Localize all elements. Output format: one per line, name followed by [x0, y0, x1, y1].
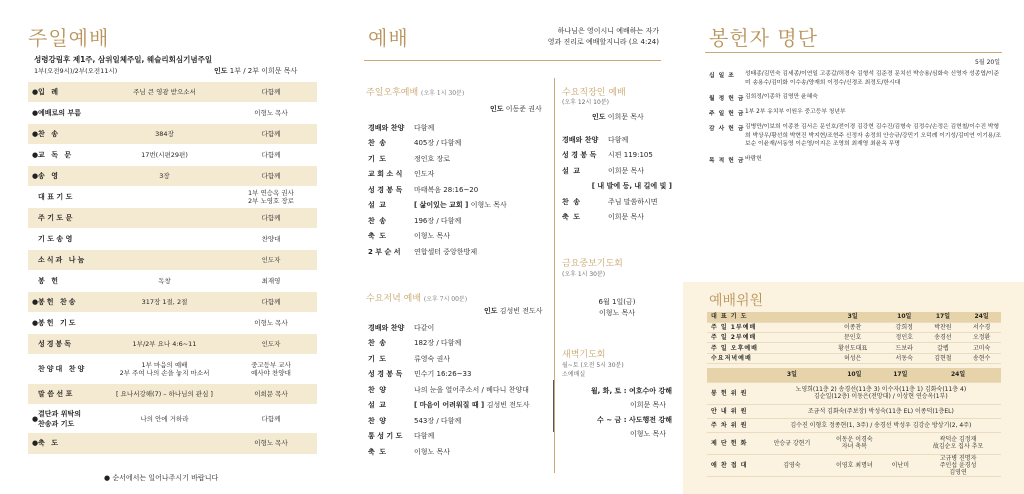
- table-cell: 정인호: [885, 333, 924, 343]
- order-label: 성경봉독: [38, 339, 74, 348]
- item-label: 2 부 순 서: [368, 247, 401, 256]
- item-value: 연합셀터 중앙한방제: [414, 247, 478, 256]
- order-performer: 인도자: [261, 255, 281, 264]
- item-label: 찬 양: [368, 416, 387, 425]
- item-value: 이희문 목사: [608, 166, 645, 175]
- dawn-prayer-time: 월~토 (오전 5시 30분) 소예배실: [562, 362, 624, 378]
- dawn-wed-fri-leader: 이형노 목사: [629, 430, 666, 438]
- table-cell: 조금석 김화숙(주보장) 박성숙(11층 EL) 이종덕(1층EL): [761, 404, 1001, 418]
- table-cell: 김영숙: [761, 454, 823, 476]
- item-value: 이형노 목사: [414, 447, 451, 456]
- donor-names: 김희정/이종하 김명만 윤혜숙: [745, 94, 818, 100]
- order-row: [28, 292, 317, 312]
- order-label: 찬양대 찬양: [38, 364, 87, 373]
- prayer-duty-table: [707, 312, 1001, 364]
- table-cell: 수요저녁예배: [707, 353, 820, 363]
- list-item: [562, 179, 672, 195]
- item-label: 성 경 봉 독: [368, 370, 403, 379]
- order-row: [28, 124, 317, 144]
- order-row: [28, 229, 317, 249]
- donor-category: 주 일 헌 금: [709, 111, 745, 117]
- list-item: [368, 151, 552, 167]
- duty-section: [683, 282, 1024, 494]
- order-performer: 찬양대: [261, 234, 281, 243]
- bullet-icon: ●: [32, 88, 39, 97]
- table-cell: 강희정: [885, 322, 924, 332]
- order-row: [28, 384, 317, 404]
- table-cell: 이영호 최명녀: [823, 454, 885, 476]
- order-performer: 이희문 목사: [254, 389, 288, 398]
- order-row: [28, 82, 317, 102]
- bullet-icon: ●: [32, 439, 39, 448]
- dawn-prayer-title: 새벽기도회: [562, 350, 606, 360]
- order-label: 입 례: [38, 88, 60, 97]
- item-value: 정인호 장로: [414, 154, 451, 163]
- item-value: 182장 / 다함께: [414, 339, 462, 348]
- order-performer: 다함께: [261, 214, 281, 222]
- item-value: [ 삶이있는 교회 ] 이형노 목사: [414, 201, 507, 210]
- service-duty-table: [707, 368, 1001, 477]
- item-label: 경배와 찬양: [368, 323, 405, 332]
- wed-job-title: 수요직장인 예배: [562, 88, 626, 98]
- table-header: 3일: [761, 368, 823, 382]
- table-cell: 곽덕순 김정재 故김순오 집사 추모: [915, 432, 1001, 454]
- order-performer: 다함께: [261, 414, 281, 423]
- order-label: 예배로의 부름: [38, 109, 82, 118]
- donor-category: 목 적 헌 금: [709, 157, 745, 164]
- worship-schedule-panel: [342, 0, 683, 494]
- item-label: 설 교: [368, 401, 387, 410]
- item-label: 통 성 기 도: [368, 432, 403, 441]
- item-value: 이희문 목사: [608, 213, 645, 222]
- order-label: 소식과 나눔: [38, 255, 87, 264]
- wed-job-list: [562, 132, 672, 225]
- list-item: [368, 429, 552, 445]
- table-cell: 이종찬: [820, 322, 884, 332]
- order-label: 결단과 위탁의 찬송과 기도: [38, 409, 82, 428]
- list-item: [368, 213, 552, 229]
- item-value: 인도자: [414, 170, 435, 179]
- item-label: 찬 송: [368, 216, 387, 225]
- list-item: [368, 167, 552, 183]
- list-item: [562, 148, 672, 164]
- order-content: 3장: [159, 172, 170, 181]
- table-cell: 문인호: [820, 333, 884, 343]
- footnote: ● 순서에서는 일어나주시기 바랍니다: [104, 474, 219, 482]
- table-cell: 이동운 이경숙 자녀 축복: [823, 432, 885, 454]
- donor-category: 십 일 조: [709, 73, 735, 79]
- table-row-label: 안 내 위 원: [707, 404, 761, 418]
- table-cell: 주 일 오후예배: [707, 343, 820, 353]
- donor-row: [709, 93, 1001, 102]
- order-row: [28, 271, 317, 291]
- order-list: [28, 82, 317, 454]
- donor-names: 김병만/이보희 이종찬 김서은 문인호/전이경 김강현 김수진/김형숙 김정수/손정은 김현철/이수진 박형희 박상우/황선희 박현진 박지현/조현주 신정자 송정희 안승규/강민기 오덕례 이기성/김미연 이기용/조보순 이윤재/서동영 이순영/이지은 조영희 최재영 최윤옥 무명: [745, 124, 1001, 147]
- order-row: [28, 433, 317, 453]
- order-row: [28, 405, 317, 433]
- list-date: 5월 20일: [975, 59, 1000, 66]
- order-performer: 최재영: [261, 276, 281, 285]
- wed-job-leader: 인도 이희문 목사: [592, 113, 644, 121]
- table-row-label: 주 차 위 원: [707, 418, 761, 432]
- order-row: [28, 334, 317, 354]
- donor-list: [709, 70, 1001, 170]
- list-item: [368, 398, 552, 414]
- bullet-icon: ●: [32, 297, 39, 306]
- donor-category: 월 정 헌 금: [709, 96, 745, 102]
- column-divider: [554, 78, 555, 473]
- item-label: 축 도: [562, 213, 581, 222]
- order-performer: 다함께: [261, 88, 281, 97]
- table-cell: 주 일 2부예배: [707, 333, 820, 343]
- list-item: [368, 120, 552, 136]
- table-cell: 주 일 1부예배: [707, 322, 820, 332]
- order-label: 교 독 문: [38, 151, 74, 160]
- order-row: [28, 103, 317, 123]
- page-title: 주일예배: [28, 26, 110, 50]
- table-cell: 서동숙: [885, 353, 924, 363]
- order-performer: 이형노 목사: [254, 318, 288, 327]
- donor-row: [709, 70, 1001, 87]
- donor-row: [709, 108, 1001, 117]
- order-content: [ 요나서강해(7) – 하나님의 관심 ]: [116, 389, 213, 398]
- item-label: 성 경 봉 독: [368, 185, 403, 194]
- item-value: 류영숙 권사: [414, 354, 451, 363]
- table-cell: 박찬원: [924, 322, 963, 332]
- list-item: [368, 351, 552, 367]
- dawn-wed-fri: 수 ~ 금 : 사도행전 강해: [597, 416, 672, 424]
- order-performer: 다함께: [261, 172, 281, 181]
- service-subtitle: 성령강림후 제1주, 삼위일체주일, 웨슬리회심기념주일: [34, 55, 213, 64]
- item-label: 경배와 찬양: [562, 135, 599, 144]
- table-cell: 김수진 이형호 정종현(1, 3주) / 송경선 박성우 김강순 방상기(2, 4주): [761, 418, 1001, 432]
- table-row-label: 제 단 헌 화: [707, 432, 761, 454]
- table-row-label: 봉 헌 위 원: [707, 382, 761, 404]
- item-label: 찬 송: [562, 197, 581, 206]
- item-label: 축 도: [368, 447, 387, 456]
- table-header: 17일: [924, 312, 963, 322]
- order-label: 대 표 기 도: [38, 193, 73, 202]
- donor-row: [709, 155, 1001, 164]
- list-item: [368, 198, 552, 214]
- order-content: 주님 큰 영광 받으소서: [133, 88, 196, 97]
- table-header: 17일: [886, 368, 916, 382]
- item-value: [ 내 발에 등, 내 길에 빛 ]: [591, 182, 672, 191]
- donor-names: 1부 2부 유치부 이원우 중고등부 청년부: [745, 109, 846, 115]
- page-title: 봉헌자 명단: [709, 26, 818, 50]
- order-performer: 다함께: [261, 130, 281, 139]
- list-item: [368, 367, 552, 383]
- table-cell: 김현철: [924, 353, 963, 363]
- item-label: 성 경 봉 독: [562, 151, 597, 160]
- order-content: 1부/2부 요나 4:6~11: [132, 339, 197, 348]
- table-cell: [886, 432, 916, 454]
- duty-title: 예배위원: [709, 293, 764, 309]
- item-label: 찬 송: [368, 139, 387, 148]
- order-content: 317장 1절, 2절: [141, 297, 188, 306]
- table-header: 대 표 기 도: [707, 312, 820, 322]
- list-item: [368, 244, 552, 260]
- dawn-mon-tue-sat: 월, 화, 토 : 여호수아 강해: [590, 387, 672, 395]
- order-performer: 1부 연승옥 권사 2부 노영호 장로: [248, 189, 294, 206]
- donor-category: 감 사 헌 금: [709, 126, 745, 132]
- bullet-icon: ●: [32, 318, 39, 327]
- order-label: 송 영: [38, 172, 60, 181]
- list-item: [368, 229, 552, 245]
- order-row: [28, 208, 317, 228]
- item-label: 축 도: [368, 232, 387, 241]
- friday-prayer-title: 금요중보기도회: [562, 259, 623, 269]
- table-cell: 이난미: [886, 454, 916, 476]
- service-leader: 인도 1부 / 2부 이희문 목사: [214, 67, 298, 75]
- order-label: 말 씀 선 포: [38, 389, 73, 398]
- list-item: [368, 382, 552, 398]
- item-value: 이형노 목사: [414, 232, 451, 241]
- list-item: [368, 320, 552, 336]
- wed-evening-list: [368, 320, 552, 460]
- order-performer: 중고등부 교사 예사야 찬양대: [251, 360, 291, 377]
- item-label: 기 도: [368, 154, 387, 163]
- item-value: [ 마음이 어려워질 때 ] 김성빈 전도사: [414, 401, 530, 410]
- table-cell: 송현수: [962, 353, 1001, 363]
- bullet-icon: ●: [32, 130, 39, 139]
- table-cell: 오정환: [962, 333, 1001, 343]
- wed-job-time: (오후 12시 10분): [562, 99, 609, 106]
- item-value: 405장 / 다함께: [414, 139, 462, 148]
- item-label: 교 회 소 식: [368, 170, 403, 179]
- wed-evening-leader: 인도 김성빈 전도사: [484, 307, 543, 315]
- order-of-worship-panel: [0, 0, 342, 494]
- item-value: 다함께: [608, 135, 629, 144]
- list-item: [368, 182, 552, 198]
- table-row-label: 애 찬 접 대: [707, 454, 761, 476]
- list-item: [562, 194, 672, 210]
- item-value: 주님 말씀하시면: [608, 197, 658, 206]
- table-header: 10일: [823, 368, 885, 382]
- donor-names: 바람헌: [745, 155, 762, 162]
- table-header: 24일: [915, 368, 1001, 382]
- divider: [705, 52, 1002, 53]
- donor-list-panel: [683, 0, 1024, 494]
- order-label: 주 기 도 문: [38, 214, 73, 222]
- order-content: 17번(시편29편): [141, 151, 188, 160]
- table-cell: 황선도대표: [820, 343, 884, 353]
- order-row: [28, 187, 317, 207]
- list-item: [562, 163, 672, 179]
- sunday-pm-title: 주일오후예배 (오후 1시 30분): [366, 88, 465, 98]
- bullet-icon: ●: [32, 172, 39, 181]
- order-content: 384장: [155, 130, 174, 139]
- table-cell: 갈렙: [924, 343, 963, 353]
- order-performer: 인도자: [261, 339, 281, 348]
- item-value: 다함께: [414, 123, 435, 132]
- order-content: 1부 마음의 예배 2부 주여 나의 손을 놓지 마소서: [119, 360, 210, 377]
- order-label: 기 도 송 영: [38, 234, 73, 243]
- table-cell: 안승규 강현기: [761, 432, 823, 454]
- table-header: [707, 368, 761, 382]
- page-title: 예배: [368, 26, 409, 50]
- order-performer: 이형노 목사: [254, 109, 288, 118]
- order-label: 봉헌 기도: [38, 318, 78, 327]
- table-cell: 고미숙: [962, 343, 1001, 353]
- dawn-mon-tue-sat-leader: 이희문 목사: [629, 401, 666, 409]
- item-value: 다같이: [414, 323, 435, 332]
- order-content: 독창: [158, 276, 171, 285]
- order-label: 축 도: [38, 439, 60, 448]
- table-cell: 송경선: [924, 333, 963, 343]
- table-cell: 드보라: [885, 343, 924, 353]
- bullet-icon: ●: [32, 109, 39, 118]
- table-header: 24일: [962, 312, 1001, 322]
- table-header: 3일: [820, 312, 884, 322]
- item-label: 찬 송: [368, 339, 387, 348]
- item-label: 기 도: [368, 354, 387, 363]
- sunday-pm-leader: 인도 이동준 권사: [490, 105, 542, 113]
- order-content: 나의 안에 거하라: [140, 414, 189, 423]
- order-performer: 이형노 목사: [254, 439, 288, 448]
- friday-prayer-info: 6월 1일(금) 이형노 목사: [598, 298, 636, 317]
- item-label: 설 교: [562, 166, 581, 175]
- list-item: [562, 132, 672, 148]
- order-row: [28, 355, 317, 383]
- item-value: 나의 눈을 열어주소서 / 베다니 찬양대: [414, 385, 529, 394]
- order-label: 봉헌 찬송: [38, 297, 78, 306]
- scripture-verse: 하나님은 영이시니 예배하는 자가 영과 진리로 예배할지니라 (요 4:24): [547, 27, 659, 46]
- item-value: 196장 / 다함께: [414, 216, 462, 225]
- friday-prayer-time: (오후 1시 30분): [562, 271, 606, 278]
- sunday-pm-list: [368, 120, 552, 260]
- table-cell: 노영희(11층 2) 송경선(11층 3) 이수자(11층 1) 김화숙(11층 4) 김순일(12층) 이동은(전망대) / 이상현 연승옥(1부): [761, 382, 1001, 404]
- service-times: 1부(오전9시)/2부(오전11시): [34, 67, 118, 75]
- list-item: [368, 336, 552, 352]
- list-item: [368, 413, 552, 429]
- timeline-arrow: [553, 380, 554, 432]
- table-cell: 허성은: [820, 353, 884, 363]
- item-label: 설 교: [368, 201, 387, 210]
- order-performer: 다함께: [261, 151, 281, 160]
- table-cell: 서수경: [962, 322, 1001, 332]
- item-label: 찬 양: [368, 385, 387, 394]
- item-label: 경배와 찬양: [368, 123, 405, 132]
- order-row: [28, 166, 317, 186]
- item-value: 민수기 16:26~33: [414, 370, 472, 379]
- order-label: 찬 송: [38, 130, 60, 139]
- item-value: 마태복음 28:16~20: [414, 185, 479, 194]
- list-item: [368, 444, 552, 460]
- divider: [364, 60, 661, 61]
- order-row: [28, 250, 317, 270]
- bullet-icon: ●: [32, 151, 39, 160]
- item-value: 다함께: [414, 432, 435, 441]
- donor-names: 성태종/김민숙 김세종/이연일 고종갑/허경숙 김형석 김준경 문치선 박승용/심화숙 신영자 성종엽/이준미 송용수/김미화 이수송/양재희 이정수/신경조 최정도/한시대: [745, 71, 1000, 86]
- donor-row: [709, 123, 1001, 149]
- wed-evening-title: 수요저녁 예배 (오후 7시 00분): [366, 294, 468, 304]
- table-cell: 고규병 진명자 주인섭 윤경성 김영연: [915, 454, 1001, 476]
- order-row: [28, 145, 317, 165]
- item-value: 시편 119:105: [608, 151, 653, 160]
- order-label: 봉 헌: [38, 276, 60, 285]
- list-item: [368, 136, 552, 152]
- order-performer: 다함께: [261, 297, 281, 306]
- table-header: 10일: [885, 312, 924, 322]
- item-value: 543장 / 다함께: [414, 416, 462, 425]
- bullet-icon: ●: [32, 414, 39, 423]
- order-row: [28, 313, 317, 333]
- list-item: [562, 210, 672, 226]
